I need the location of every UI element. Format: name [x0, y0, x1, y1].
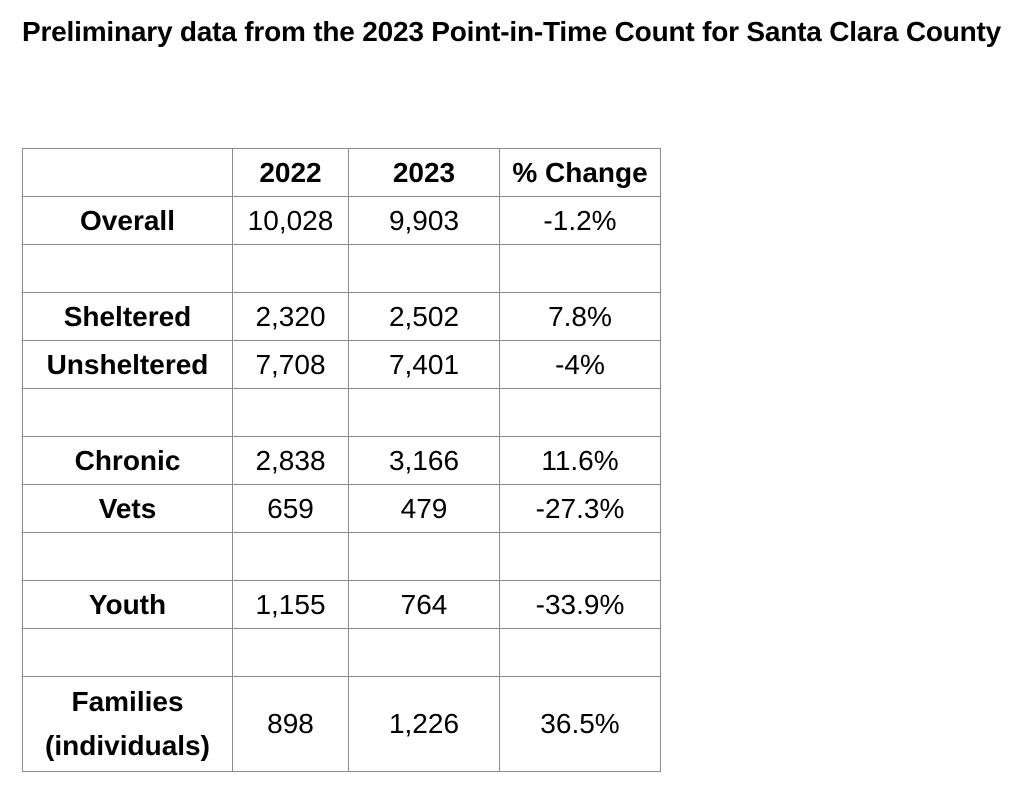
- row-label: [23, 245, 233, 293]
- table-row-overall: [23, 197, 661, 245]
- row-label-line1: Families: [71, 686, 184, 717]
- value-2023: 3,166: [349, 437, 500, 485]
- value-change: -4%: [500, 341, 661, 389]
- value-change: 36.5%: [500, 677, 661, 772]
- value-2023: [349, 245, 500, 293]
- header-cell-percent-change: % Change: [500, 149, 661, 197]
- row-label: Unsheltered: [23, 341, 233, 389]
- value-2023: 479: [349, 485, 500, 533]
- table-row-sheltered: [23, 293, 661, 341]
- value-2023: 7,401: [349, 341, 500, 389]
- table-row-chronic: [23, 437, 661, 485]
- row-label: Sheltered: [23, 293, 233, 341]
- value-change: [500, 389, 661, 437]
- table-row-unsheltered: [23, 341, 661, 389]
- point-in-time-table: [22, 148, 661, 772]
- table-row-spacer: [23, 533, 661, 581]
- value-change: -33.9%: [500, 581, 661, 629]
- table-row-spacer: [23, 629, 661, 677]
- value-change: [500, 533, 661, 581]
- value-2022: 659: [233, 485, 349, 533]
- value-2022: [233, 629, 349, 677]
- value-change: -1.2%: [500, 197, 661, 245]
- value-2023: 2,502: [349, 293, 500, 341]
- table-row-spacer: [23, 389, 661, 437]
- value-2023: [349, 389, 500, 437]
- row-label: Chronic: [23, 437, 233, 485]
- header-cell-2022: 2022: [233, 149, 349, 197]
- row-label: Vets: [23, 485, 233, 533]
- row-label-line2: (individuals): [45, 730, 210, 761]
- value-2022: 2,320: [233, 293, 349, 341]
- row-label: Overall: [23, 197, 233, 245]
- table-row-vets: [23, 485, 661, 533]
- value-2023: [349, 629, 500, 677]
- value-change: -27.3%: [500, 485, 661, 533]
- value-2023: [349, 533, 500, 581]
- value-2023: 764: [349, 581, 500, 629]
- header-cell-empty: [23, 149, 233, 197]
- table-row-spacer: [23, 245, 661, 293]
- page-title: Preliminary data from the 2023 Point-in-Time Count for Santa Clara County: [22, 16, 1002, 47]
- value-2022: [233, 389, 349, 437]
- value-2023: 1,226: [349, 677, 500, 772]
- value-change: 7.8%: [500, 293, 661, 341]
- row-label: [23, 677, 233, 772]
- value-2022: 7,708: [233, 341, 349, 389]
- value-change: [500, 245, 661, 293]
- value-2023: 9,903: [349, 197, 500, 245]
- row-label: [23, 389, 233, 437]
- value-2022: [233, 245, 349, 293]
- value-2022: 2,838: [233, 437, 349, 485]
- table-row-families: [23, 677, 661, 772]
- table-header-row: [23, 149, 661, 197]
- value-change: [500, 629, 661, 677]
- value-change: 11.6%: [500, 437, 661, 485]
- row-label: [23, 533, 233, 581]
- row-label: Youth: [23, 581, 233, 629]
- row-label: [23, 629, 233, 677]
- header-cell-2023: 2023: [349, 149, 500, 197]
- value-2022: [233, 533, 349, 581]
- value-2022: 1,155: [233, 581, 349, 629]
- value-2022: 898: [233, 677, 349, 772]
- table-row-youth: [23, 581, 661, 629]
- value-2022: 10,028: [233, 197, 349, 245]
